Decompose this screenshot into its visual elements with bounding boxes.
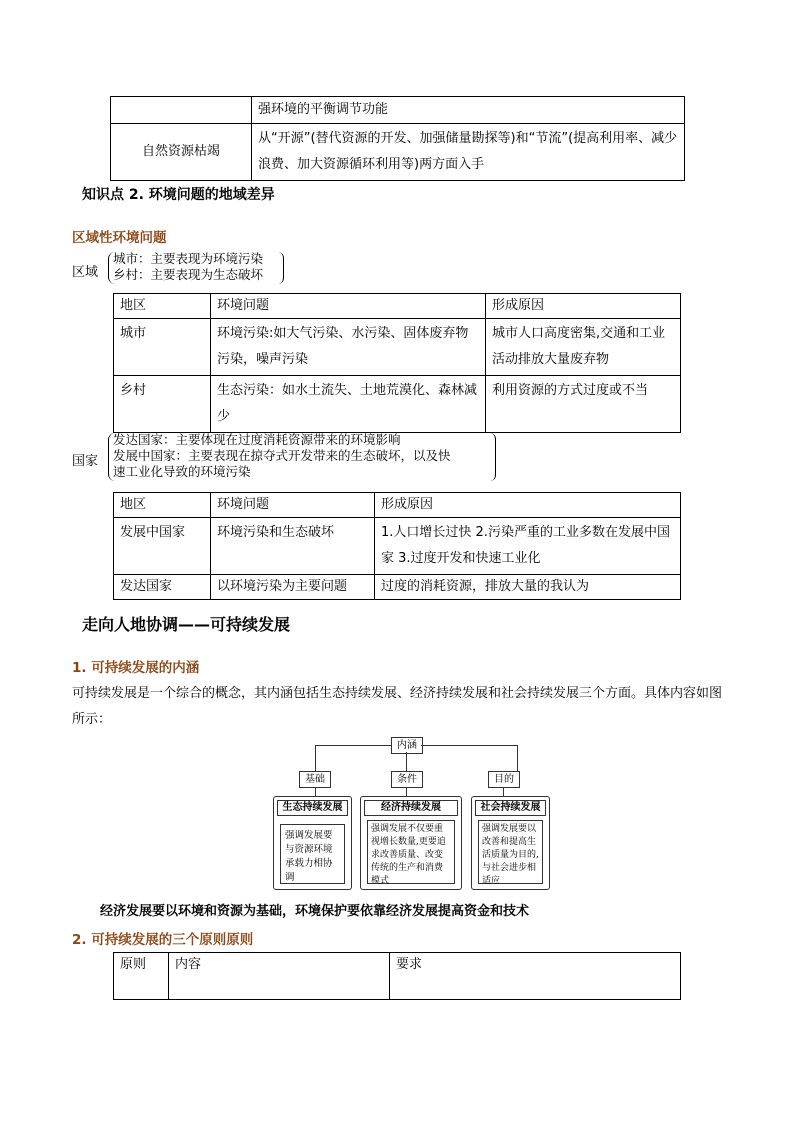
- diagram-card: [360, 796, 462, 890]
- table-header: 原则: [114, 953, 169, 1000]
- table-header: 地区: [114, 493, 211, 518]
- right-brace: [278, 252, 284, 284]
- diagram-mid-box: 目的: [488, 771, 520, 788]
- right-brace: [490, 433, 496, 481]
- table-row: [114, 319, 681, 376]
- paragraph: 可持续发展是一个综合的概念，其内涵包括生态持续发展、经济持续发展和社会持续发展三个方面。具体内容如图所示：: [72, 686, 723, 727]
- table-header: 地区: [114, 294, 211, 319]
- table-cell: 环境污染:如大气污染、水污染、固体废弃物污染，噪声污染: [211, 319, 486, 376]
- table-row: [114, 518, 681, 575]
- table-cell: 1.人口增长过快 2.污染严重的工业多数在发展中国家 3.过度开发和快速工业化: [375, 518, 681, 575]
- table-row: [114, 493, 681, 518]
- table-cell: 发展中国家: [114, 518, 211, 575]
- region-line-city: 城市：主要表现为环境污染: [113, 251, 264, 266]
- table-cell: 发达国家: [114, 575, 211, 600]
- region-table: [113, 293, 681, 433]
- table-cell: 城市人口高度密集,交通和工业活动排放大量废弃物: [486, 319, 681, 376]
- diagram-mid-box: 基础: [299, 771, 331, 788]
- table-cell: 环境污染和生态破坏: [211, 518, 375, 575]
- table-header: 环境问题: [211, 294, 486, 319]
- table-header: 形成原因: [375, 493, 681, 518]
- subsection-title: 2. 可持续发展的三个原则原则: [72, 932, 254, 948]
- section-title: 走向人地协调——可持续发展: [82, 615, 291, 634]
- connector: [517, 745, 518, 771]
- diagram-card-body: 强调发展要与资源环境承载力相协调: [280, 824, 345, 884]
- table-cell: 以环境污染为主要问题: [211, 575, 375, 600]
- table-cell: 过度的消耗资源，排放大量的我认为: [375, 575, 681, 600]
- diagram-card-title: 社会持续发展: [475, 800, 546, 816]
- country-label: 国家: [72, 454, 99, 469]
- table-cell: 自然资源枯竭: [111, 124, 252, 181]
- diagram-card-body: 强调发展不仅要重视增长数量,更要追求改善质量、改变传统的生产和消费模式: [367, 820, 455, 884]
- table-cell: 从“开源”(替代资源的开发、加强储量勘探等)和“节流”(提高利用率、减少浪费、加大资源循环利用等)两方面入手: [252, 124, 685, 181]
- table-row: [114, 575, 681, 600]
- table-header: 形成原因: [486, 294, 681, 319]
- table-row: [111, 124, 685, 181]
- resource-table: [110, 96, 685, 181]
- table-header: 要求: [390, 953, 681, 1000]
- knowledge-point-title: 知识点 2. 环境问题的地域差异: [82, 187, 275, 203]
- subsection-title: 1. 可持续发展的内涵: [72, 660, 200, 676]
- country-line-developing-cont: 速工业化导致的环境污染: [113, 464, 251, 479]
- diagram-card-body: 强调发展要以改善和提高生活质量为目的,与社会进步相适应: [478, 820, 543, 884]
- connector: [421, 745, 518, 746]
- table-cell: [111, 97, 252, 124]
- diagram-card-title: 经济持续发展: [364, 800, 458, 816]
- connector: [315, 745, 391, 746]
- diagram-note: 经济发展要以环境和资源为基础，环境保护要依靠经济发展提高资金和技术: [100, 904, 530, 919]
- diagram-card: [273, 796, 352, 890]
- regional-title: 区域性环境问题: [72, 230, 167, 246]
- connector: [503, 787, 504, 796]
- table-row: [114, 294, 681, 319]
- table-row: [114, 953, 681, 1000]
- country-line-developed: 发达国家：主要体现在过度消耗资源带来的环境影响: [113, 432, 401, 447]
- country-line-developing: 发展中国家：主要表现在掠夺式开发带来的生态破坏，以及快: [113, 448, 451, 463]
- diagram-card: [471, 796, 550, 890]
- table-row: [114, 376, 681, 433]
- region-label: 区域: [72, 265, 99, 280]
- diagram-top-box: 内涵: [391, 737, 423, 754]
- connector: [315, 787, 316, 796]
- table-cell: 城市: [114, 319, 211, 376]
- table-header: 内容: [169, 953, 390, 1000]
- connector: [315, 745, 316, 771]
- principles-table: [113, 952, 681, 1000]
- table-cell: 强环境的平衡调节功能: [252, 97, 685, 124]
- table-cell: 生态污染：如水土流失、土地荒漠化、森林减少: [211, 376, 486, 433]
- country-table: [113, 492, 681, 600]
- table-cell: 利用资源的方式过度或不当: [486, 376, 681, 433]
- table-row: [111, 97, 685, 124]
- connector: [406, 787, 407, 796]
- region-line-rural: 乡村：主要表现为生态破坏: [113, 267, 264, 282]
- table-cell: 乡村: [114, 376, 211, 433]
- diagram-mid-box: 条件: [391, 771, 423, 788]
- table-header: 环境问题: [211, 493, 375, 518]
- connector: [406, 752, 407, 771]
- diagram-card-title: 生态持续发展: [277, 800, 348, 816]
